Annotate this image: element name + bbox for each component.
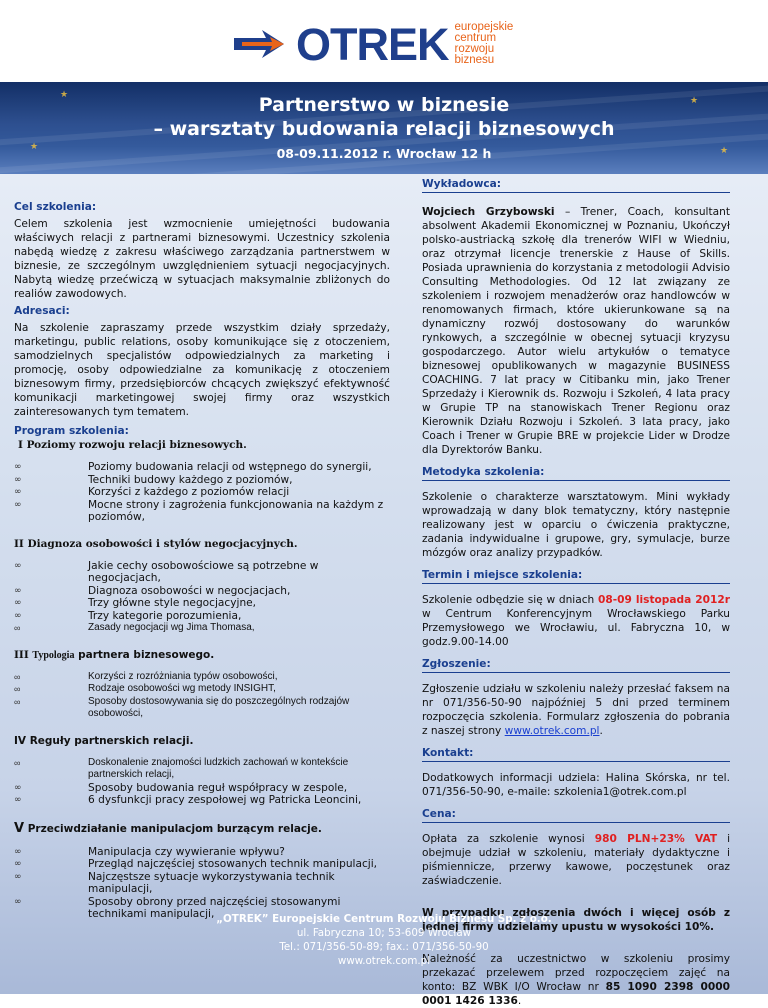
website-link[interactable]: www.otrek.com.pl xyxy=(504,725,600,737)
wykladowca-heading: Wykładowca: xyxy=(422,178,730,193)
cel-heading: Cel szkolenia: xyxy=(14,201,97,213)
module-2-list xyxy=(14,560,390,635)
list-item: ∞ Sposoby budowania reguł współpracy w zespole, xyxy=(88,782,390,795)
page-title: Partnerstwo w biznesie xyxy=(258,94,510,116)
date-place: 08-09.11.2012 r. Wrocław 12 h xyxy=(276,146,492,161)
cena-text-a: Opłata za szkolenie wynosi xyxy=(422,833,595,845)
list-item: ∞ 6 dysfunkcji pracy zespołowej wg Patricka Leoncini, xyxy=(88,794,390,807)
discount-text: W przypadku zgłoszenia dwóch i więcej osób z jednej firmy udzielamy upustu w wysokości 10%. xyxy=(422,907,730,933)
list-item: ∞ Trzy kategorie porozumienia, xyxy=(88,610,390,623)
zgloszenie-body: Zgłoszenie udziału w szkoleniu należy przesłać faksem na nr 071/356-50-90 najpóźniej 5 dni przed terminem rozpoczęcia szkolenia. Formularz zgłoszenia do pobrania z naszej strony xyxy=(422,683,730,737)
star-icon: ★ xyxy=(30,142,39,152)
logo-arrows-icon xyxy=(232,24,292,64)
price: 980 PLN+23% VAT xyxy=(594,833,718,845)
zgloszenie-end: . xyxy=(599,725,603,737)
page-subtitle: – warsztaty budowania relacji biznesowych xyxy=(153,118,615,140)
list-item: ∞ Korzyści z rozróżniania typów osobowości, xyxy=(88,671,390,684)
module-5-number: V xyxy=(14,820,25,836)
bank-account: 85 1090 2398 0000 0001 1426 1336 xyxy=(422,981,730,1007)
list-item: ∞ Korzyści z każdego z poziomów relacji xyxy=(88,486,390,499)
termin-text-a: Szkolenie odbędzie się w dniach xyxy=(422,594,598,606)
logo-word: OTREK xyxy=(296,18,449,70)
kontakt-text: Dodatkowych informacji udziela: Halina Skórska, nr tel. 071/356-50-90, e-maile: szkolenia1@otrek.com.pl xyxy=(422,772,730,798)
module-1-list xyxy=(14,461,390,524)
list-item: ∞ Sposoby obrony przed najczęściej stosowanymi technikami manipulacji, xyxy=(88,896,390,921)
cena-heading: Cena: xyxy=(422,808,730,823)
list-item: ∞ Mocne strony i zagrożenia funkcjonowania na każdym z poziomów, xyxy=(88,499,390,524)
list-item: ∞ Przegląd najczęściej stosowanych technik manipulacji, xyxy=(88,858,390,871)
list-item: ∞ Zasady negocjacji wg Jima Thomasa, xyxy=(88,622,390,635)
list-item: ∞ Sposoby dostosowywania się do poszczególnych rodzajów osobowości, xyxy=(88,696,390,721)
cel-text: Celem szkolenia jest wzmocnienie umiejętności budowania właściwych relacji z partnerami biznesowymi. Uczestnicy szkolenia nabędą wiedzę z zakresu właściwego zarządzania partnerstwem w biznesie, ze szczególnym uwzględnieniem sytuacji negocjacyjnych. Nabytą wiedzę przećwiczą w sytuacjach maksymalnie zbliżonych do realiów zawodowych. xyxy=(14,218,390,300)
list-item: ∞ Doskonalenie znajomości ludzkich zachowań w kontekście partnerskich relacji, xyxy=(88,757,390,782)
star-icon: ★ xyxy=(720,146,729,156)
module-3-list xyxy=(14,671,390,721)
cena-text-b: i obejmuje udział w szkoleniu, materiały dydaktyczne i piśmiennicze, przerwy kawowe, poczęstunek oraz zaświadczenie. xyxy=(422,833,731,887)
header xyxy=(0,0,768,82)
termin-text-b: w Centrum Konferencyjnym Wrocławskiego Parku Przemysłowego we Wrocławiu, ul. Fabryczna 10, w godz.9.00-14.00 xyxy=(422,608,730,648)
module-4-heading: IV Reguły partnerskich relacji. xyxy=(14,734,194,747)
list-item: ∞ Trzy główne style negocjacyjne, xyxy=(88,597,390,610)
star-icon: ★ xyxy=(60,90,69,100)
zgloszenie-heading: Zgłoszenie: xyxy=(422,658,730,673)
trainer-bio-text: – Trener, Coach, konsultant absolwent Akademii Ekonomicznej w Poznaniu, Ukończył polsko-austriacką szkołę dla trenerów WIFI w Wiedniu, oraz otrzymał licencje trenerskie z Hause of Skills. Posiada uprawnienia do korzystania z metodologii Advisio Consulting Methodologies. Od 12 lat związany ze szkoleniem i rozwojem menadżerów oraz handlowców w renomowanych firmach, które ukierunkowane są na dynamiczny rozwój dostosowany do warunków rynkowych, a szczególnie w obecnej sytuacji kryzysu gospodarczego. Autor wielu artykułów o tematyce biznesowej opublikowanych w magazynie BUSINESS COACHING. 7 lat pracy w Citibanku min, jako Trener Sprzedaży i Kierownik ds. Rozwoju i Szkoleń, 4 lata pracy w Grupie TP na stanowiskach Trener Regionu oraz Kierownik Działu Rozwoju i Szkoleń. 3 lata pracy, jako Coach i Trener w Grupie BRE w projekcie Lider w Drodze dla Dyrektorów Banku. xyxy=(422,206,730,456)
zgloszenie-text xyxy=(422,682,730,738)
footer-phones: Tel.: 071/356-50-89; fax.: 071/356-50-90 xyxy=(279,941,489,953)
metodyka-heading: Metodyka szkolenia: xyxy=(422,466,730,481)
cena-text xyxy=(422,832,730,888)
program-heading: Program szkolenia: xyxy=(14,425,129,437)
footer-website[interactable]: www.otrek.com.pl xyxy=(337,955,431,967)
trainer-bio xyxy=(422,205,730,457)
module-3-number: III xyxy=(14,648,29,661)
module-5-list xyxy=(14,846,390,921)
logo-subtitle xyxy=(455,22,514,66)
payment-end: . xyxy=(517,995,522,1007)
module-5-heading xyxy=(14,821,390,836)
termin-heading: Termin i miejsce szkolenia: xyxy=(422,569,730,584)
otrek-logo xyxy=(232,18,513,70)
logo-sub-line: biznesu xyxy=(454,54,495,66)
footer-company: „OTREK” Europejskie Centrum Rozwoju Biznesu Sp. z o.o. xyxy=(216,913,552,925)
kontakt-heading: Kontakt: xyxy=(422,747,730,762)
footer xyxy=(0,912,768,968)
list-item: ∞ Manipulacja czy wywieranie wpływu? xyxy=(88,846,390,859)
list-item: ∞ Diagnoza osobowości w negocjacjach, xyxy=(88,585,390,598)
adresaci-heading: Adresaci: xyxy=(14,305,70,317)
metodyka-text: Szkolenie o charakterze warsztatowym. Mini wykłady wprowadzają w dany blok tematyczny, który następnie realizowany jest w oparciu o ćwiczenia praktyczne, zadania indywidualne i grupowe, gry, symulacje, burze mózgów oraz analizy przypadków. xyxy=(422,491,730,559)
termin-date: 08-09 listopada 2012r xyxy=(597,594,730,606)
list-item: ∞ Najczęstsze sytuacje wykorzystywania technik manipulacji, xyxy=(88,871,390,896)
payment-text-a: Należność za uczestnictwo w szkoleniu prosimy przekazać przelewem przed rozpoczęciem zajęć na konto: BZ WBK I/O Wrocław nr xyxy=(422,953,730,993)
adresaci-text: Na szkolenie zapraszamy przede wszystkim działy sprzedaży, marketingu, public relations, osoby komunikujące się z otoczeniem, samodzielnych specjalistów odpowiedzialnych za marketing i promocję, osoby odpowiedzialne za komunikację z otoczeniem biznesowym firmy, przedsiębiorców chcących zwiększyć efektywność komunikacji marketingowej swojej firmy oraz wszystkich zainteresowanych tym tematem. xyxy=(14,322,390,418)
logo-sub-line: rozwoju xyxy=(454,43,495,55)
termin-text xyxy=(422,593,730,649)
star-icon: ★ xyxy=(690,96,699,106)
right-column xyxy=(422,178,730,1008)
title-banner xyxy=(0,82,768,174)
module-4-list xyxy=(14,757,390,807)
module-2-heading: II Diagnoza osobowości i stylów negocjacyjnych. xyxy=(14,537,298,550)
list-item: ∞ Techniki budowy każdego z poziomów, xyxy=(88,474,390,487)
list-item: ∞ Jakie cechy osobowościowe są potrzebne w negocjacjach, xyxy=(88,560,390,585)
logo-sub-line: europejskie xyxy=(454,21,514,33)
footer-address: ul. Fabryczna 10; 53-609 Wrocław xyxy=(296,927,472,939)
module-1-heading: I Poziomy rozwoju relacji biznesowych. xyxy=(18,439,247,451)
module-3-rest: partnera biznesowego. xyxy=(78,648,215,661)
module-3-word: Typologia xyxy=(32,649,75,661)
module-5-title: Przeciwdziałanie manipulacjom burzącym relacje. xyxy=(27,822,322,835)
list-item: ∞ Poziomy budowania relacji od wstępnego do synergii, xyxy=(88,461,390,474)
list-item: ∞ Rodzaje osobowości wg metody INSIGHT, xyxy=(88,683,390,696)
left-column xyxy=(14,198,390,921)
module-3-heading xyxy=(14,649,390,661)
logo-sub-line: centrum xyxy=(454,32,497,44)
trainer-name: Wojciech Grzybowski xyxy=(422,206,555,218)
